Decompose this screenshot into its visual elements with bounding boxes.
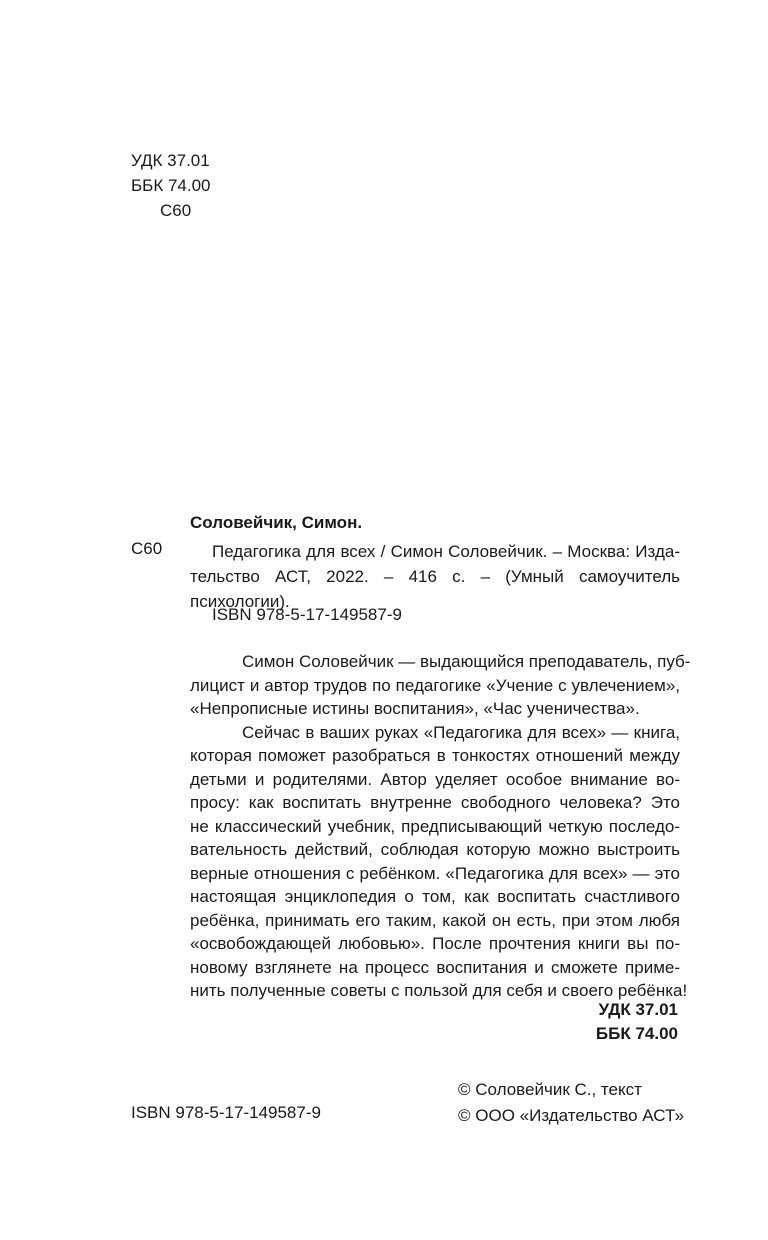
copyright-line: © ООО «Издательство АСТ» bbox=[458, 1106, 685, 1125]
annotation-line: верные отношения с ребёнком. «Педагогика для всех» — это bbox=[190, 863, 680, 883]
udk-code: УДК 37.01 bbox=[598, 1000, 678, 1019]
udk-code: УДК 37.01 bbox=[131, 151, 210, 170]
author-heading: Соловейчик, Симон. bbox=[190, 513, 363, 532]
annotation-line: Симон Соловейчик — выдающийся преподаватель, пуб- bbox=[242, 652, 691, 671]
annotation-line: которая поможет разобраться в тонкостях отношений между bbox=[190, 746, 680, 765]
annotation-line: просу: как воспитать внутренне свободного человека? Это bbox=[190, 793, 680, 812]
copyright-line: © Соловейчик С., текст bbox=[458, 1080, 642, 1099]
annotation-line: ребёнка, принимать его таким, какой он есть, при этом любя bbox=[190, 910, 680, 930]
annotation-line: Сейчас в ваших руках «Педагогика для всех» — книга, bbox=[242, 722, 680, 742]
annotation-line: детьми и родителями. Автор уделяет особое внимание во- bbox=[190, 769, 680, 789]
annotation bbox=[190, 650, 691, 1003]
annotation-line: не классический учебник, предписывающий четкую последо- bbox=[190, 816, 680, 836]
annotation-line: настоящая энциклопедия о том, как воспитать счастливого bbox=[190, 887, 680, 906]
isbn-number: ISBN 978-5-17-149587-9 bbox=[131, 1103, 321, 1122]
annotation-line: новому взглянете на процесс воспитания и сможете приме- bbox=[190, 957, 680, 977]
catalog-author-mark: С60 bbox=[131, 539, 163, 558]
annotation-line: нить полученные советы с пользой для себя и своего ребёнка! bbox=[190, 981, 688, 1000]
bibliographic-line: тельство АСТ, 2022. – 416 с. – (Умный самоучитель психологии). bbox=[190, 567, 680, 611]
annotation-line: лицист и автор трудов по педагогике «Учение с увлечением», bbox=[190, 675, 680, 695]
annotation-line: вательность действий, соблюдая которую можно выстроить bbox=[190, 840, 680, 859]
bbk-code: ББК 74.00 bbox=[595, 1024, 678, 1043]
bottom-classification-codes bbox=[596, 998, 678, 1046]
annotation-line: «освобождающей любовью». После прочтения книги вы по- bbox=[190, 934, 680, 953]
author-mark: С60 bbox=[160, 201, 192, 220]
annotation-line: «Непрописные истины воспитания», «Час ученичества». bbox=[190, 699, 640, 718]
bibliographic-line: Педагогика для всех / Симон Соловейчик. – Москва: Изда- bbox=[212, 542, 680, 561]
copyright-notice bbox=[458, 1077, 684, 1129]
bbk-code: ББК 74.00 bbox=[131, 176, 211, 195]
header-classification-codes bbox=[131, 148, 210, 223]
catalog-isbn: ISBN 978-5-17-149587-9 bbox=[212, 605, 402, 624]
bibliographic-description bbox=[190, 539, 680, 614]
